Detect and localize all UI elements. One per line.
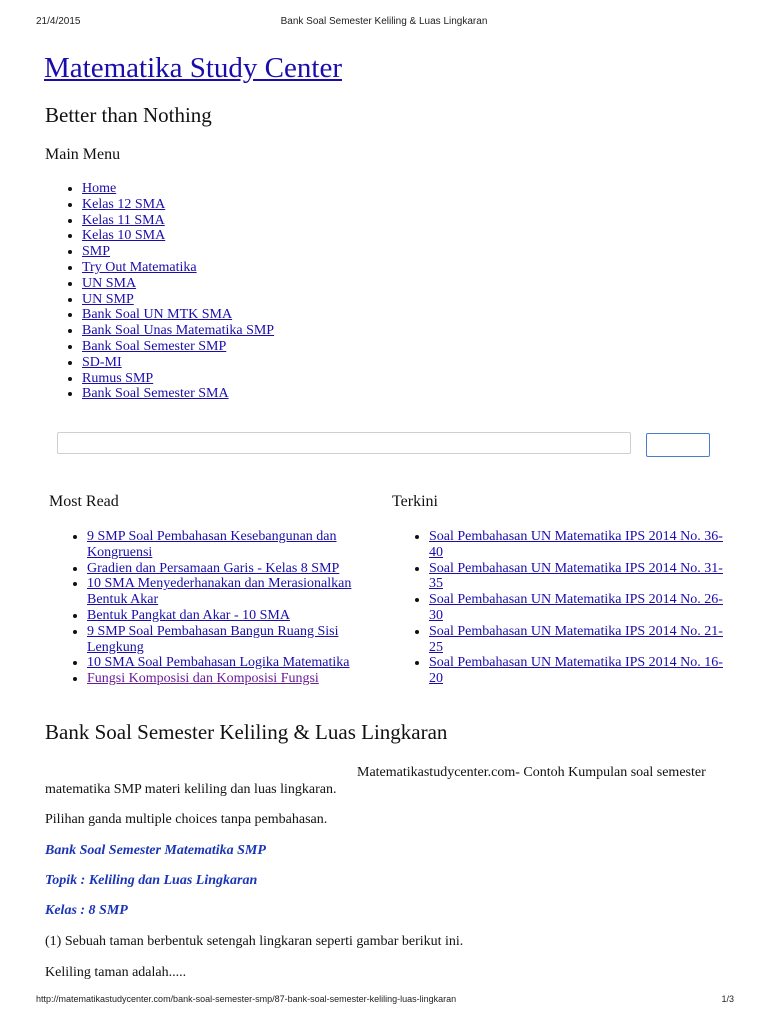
list-item <box>87 561 387 577</box>
list-item <box>87 608 387 624</box>
print-doc-title: Bank Soal Semester Keliling & Luas Lingkaran <box>280 16 488 27</box>
most-read-heading: Most Read <box>49 493 119 510</box>
menu-item <box>82 181 274 197</box>
menu-link-smp[interactable]: SMP <box>82 244 111 260</box>
list-item <box>87 671 387 687</box>
menu-item <box>82 276 274 292</box>
most-read-link[interactable]: Bentuk Pangkat dan Akar - 10 SMA <box>87 607 290 623</box>
bank-heading: Bank Soal Semester Matematika SMP <box>45 843 266 858</box>
menu-item <box>82 260 274 276</box>
menu-item <box>82 371 274 387</box>
menu-link-bank-soal-semester-smp[interactable]: Bank Soal Semester SMP <box>82 338 227 354</box>
menu-item <box>82 386 274 402</box>
menu-link-bank-soal-semester-sma[interactable]: Bank Soal Semester SMA <box>82 386 229 402</box>
list-item <box>87 624 387 656</box>
search-button[interactable] <box>646 433 710 457</box>
article-title: Bank Soal Semester Keliling & Luas Lingkaran <box>45 720 448 744</box>
menu-item <box>82 339 274 355</box>
page-number: 1/3 <box>721 994 734 1004</box>
list-item <box>429 624 734 656</box>
terkini-link[interactable]: Soal Pembahasan UN Matematika IPS 2014 No. 36-40 <box>429 529 723 560</box>
terkini-link[interactable]: Soal Pembahasan UN Matematika IPS 2014 No. 31-35 <box>429 560 723 592</box>
menu-link-kelas-12-sma[interactable]: Kelas 12 SMA <box>82 196 166 212</box>
article-intro <box>45 764 735 798</box>
site-title-link[interactable]: Matematika Study Center <box>44 52 342 84</box>
article-body <box>45 764 735 981</box>
menu-item <box>82 213 274 229</box>
article-intro-text: Matematikastudycenter.com- Contoh Kumpulan soal semester matematika SMP materi keliling dan luas lingkaran. <box>45 765 706 797</box>
most-read-link[interactable]: 9 SMP Soal Pembahasan Kesebangunan dan Kongruensi <box>87 529 337 560</box>
menu-item <box>82 307 274 323</box>
terkini-heading: Terkini <box>392 493 438 510</box>
menu-link-try-out[interactable]: Try Out Matematika <box>82 259 197 275</box>
topic-heading: Topik : Keliling dan Luas Lingkaran <box>45 873 258 888</box>
menu-link-un-smp[interactable]: UN SMP <box>82 291 134 307</box>
print-url: http://matematikastudycenter.com/bank-soal-semester-smp/87-bank-soal-semester-keliling-luas-lingkaran <box>36 994 457 1004</box>
menu-link-bank-soal-unas-smp[interactable]: Bank Soal Unas Matematika SMP <box>82 323 275 339</box>
menu-item <box>82 197 274 213</box>
menu-item <box>82 323 274 339</box>
most-read-link[interactable]: 9 SMP Soal Pembahasan Bangun Ruang Sisi Lengkung <box>87 623 339 655</box>
list-item <box>429 561 734 593</box>
most-read-link[interactable]: 10 SMA Menyederhanakan dan Merasionalkan Bentuk Akar <box>87 576 352 608</box>
list-item <box>429 592 734 624</box>
search-input[interactable] <box>57 432 631 454</box>
menu-link-kelas-10-sma[interactable]: Kelas 10 SMA <box>82 228 166 244</box>
menu-link-rumus-smp[interactable]: Rumus SMP <box>82 370 154 386</box>
list-item <box>87 529 387 561</box>
most-read-link[interactable]: 10 SMA Soal Pembahasan Logika Matematika <box>87 655 350 671</box>
list-item <box>429 655 734 687</box>
menu-item <box>82 228 274 244</box>
menu-link-bank-soal-un-mtk-sma[interactable]: Bank Soal UN MTK SMA <box>82 307 233 323</box>
menu-link-home[interactable]: Home <box>82 181 117 196</box>
main-menu <box>64 181 274 402</box>
most-read-list <box>70 529 387 687</box>
most-read-link[interactable]: Gradien dan Persamaan Garis - Kelas 8 SMP <box>87 560 340 576</box>
terkini-link[interactable]: Soal Pembahasan UN Matematika IPS 2014 No. 21-25 <box>429 623 723 655</box>
menu-item <box>82 244 274 260</box>
list-item <box>87 655 387 671</box>
grade-heading: Kelas : 8 SMP <box>45 903 128 918</box>
article-subintro: Pilihan ganda multiple choices tanpa pembahasan. <box>45 812 328 827</box>
terkini-link[interactable]: Soal Pembahasan UN Matematika IPS 2014 No. 16-20 <box>429 655 723 687</box>
question-1: (1) Sebuah taman berbentuk setengah lingkaran seperti gambar berikut ini. <box>45 934 464 949</box>
main-menu-heading: Main Menu <box>45 146 121 163</box>
terkini-link[interactable]: Soal Pembahasan UN Matematika IPS 2014 No. 26-30 <box>429 592 723 623</box>
menu-link-kelas-11-sma[interactable]: Kelas 11 SMA <box>82 212 165 228</box>
site-title <box>44 52 342 85</box>
terkini-list <box>412 529 734 687</box>
list-item <box>429 529 734 561</box>
print-header <box>0 14 768 30</box>
menu-link-un-sma[interactable]: UN SMA <box>82 275 137 291</box>
menu-item <box>82 355 274 371</box>
menu-item <box>82 292 274 308</box>
site-tagline: Better than Nothing <box>45 103 212 127</box>
question-1-prompt: Keliling taman adalah..... <box>45 965 187 980</box>
list-item <box>87 576 387 608</box>
print-footer <box>0 992 768 1008</box>
menu-link-sd-mi[interactable]: SD-MI <box>82 354 122 370</box>
print-date: 21/4/2015 <box>36 16 81 27</box>
most-read-link-visited[interactable]: Fungsi Komposisi dan Komposisi Fungsi <box>87 671 319 687</box>
